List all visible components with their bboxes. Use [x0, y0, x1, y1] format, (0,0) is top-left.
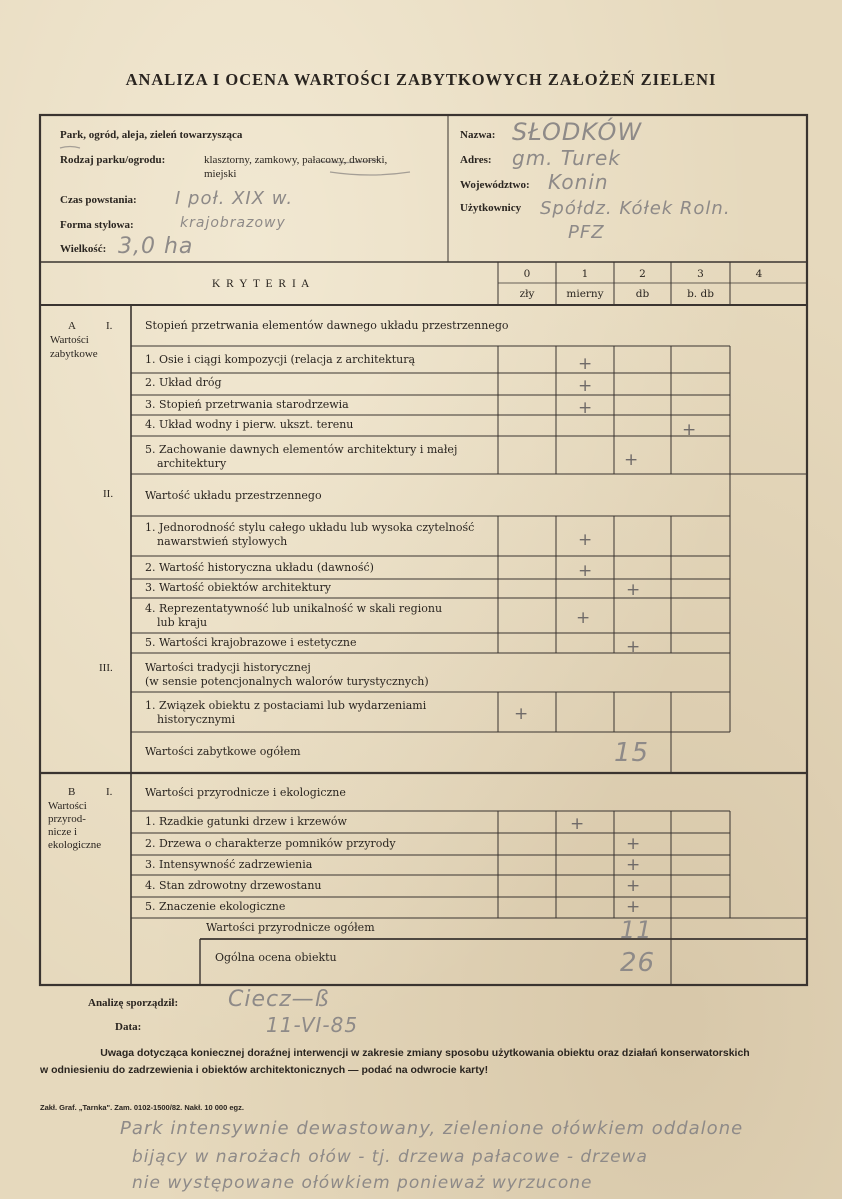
forma-label: Forma stylowa: — [60, 219, 134, 231]
rodzaj-options: klasztorny, zamkowy, pałacowy, dworski, — [204, 154, 388, 166]
section-b-title-2: przyrod- — [48, 813, 86, 825]
total-przyrodnicze: Wartości przyrodnicze ogółem — [206, 921, 375, 934]
mark-zwiazek-zly: + — [514, 704, 529, 724]
row-znaczenie: 5. Znaczenie ekologiczne — [145, 900, 286, 913]
overall-label: Ogólna ocena obiektu — [215, 951, 337, 964]
mark-jednorodnosc-mierny: + — [578, 530, 593, 550]
row-pomniki: 2. Drzewa o charakterze pomników przyrody — [145, 837, 396, 850]
mark-drogi-mierny: + — [578, 376, 593, 396]
row-osie: 1. Osie i ciągi kompozycji (relacja z architekturą — [145, 353, 416, 366]
analize-label: Analizę sporządził: — [88, 997, 179, 1009]
mark-historyczna-mierny: + — [578, 561, 593, 581]
mark-osie-mierny: + — [578, 354, 593, 374]
analize-signature: Ciecz—ß — [228, 987, 330, 1012]
section-b-title: Wartości — [48, 800, 87, 812]
overall-value: 26 — [620, 948, 656, 978]
wielkosc-label: Wielkość: — [60, 243, 107, 255]
czas-label: Czas powstania: — [60, 194, 137, 206]
row-uklad-drog: 2. Układ dróg — [145, 376, 222, 389]
wielkosc-value: 3,0 ha — [118, 234, 194, 259]
total-przyrodnicze-value: 11 — [620, 916, 653, 944]
forma-value: krajobrazowy — [180, 215, 286, 231]
total-zabytkowe: Wartości zabytkowe ogółem — [145, 745, 301, 758]
row-zachowanie-2: architektury — [157, 457, 227, 470]
row-jednorodnosc-2: nawarstwień stylowych — [157, 535, 288, 548]
mark-rzadkie-mierny: + — [570, 814, 585, 834]
mark-starodrzew-mierny: + — [578, 398, 593, 418]
row-zwiazek: 1. Związek obiektu z postaciami lub wydarzeniami — [145, 699, 427, 712]
row-zwiazek-2: historycznymi — [157, 713, 235, 726]
group-stopien: Stopień przetrwania elementów dawnego układu przestrzennego — [145, 319, 509, 332]
mark-obiekty-db: + — [626, 580, 641, 600]
mark-krajobrazowe-db: + — [626, 637, 641, 657]
score-4: 4 — [755, 268, 763, 280]
handwritten-note-1: Park intensywnie dewastowany, zielenione ołówkiem oddalone — [120, 1118, 744, 1139]
adres-value: gm. Turek — [512, 146, 621, 170]
row-starodrzew: 3. Stopień przetrwania starodrzewia — [145, 398, 349, 411]
score-1: 1 — [581, 268, 589, 280]
section-b-title-3: nicze i — [48, 826, 78, 838]
score-label-1: mierny — [566, 288, 604, 300]
mark-wodny-bdb: + — [682, 420, 697, 440]
row-historyczna: 2. Wartość historyczna układu (dawność) — [145, 561, 374, 574]
row-obiekty-arch: 3. Wartość obiektów architektury — [145, 581, 331, 594]
uwaga-line-2: w odniesieniu do zadrzewienia i obiektów architektonicznych — podać na odwrocie karty! — [40, 1064, 489, 1076]
section-b-title-4: ekologiczne — [48, 839, 102, 851]
section-b-roman: I. — [106, 786, 113, 798]
section-a-ii: II. — [103, 488, 114, 500]
total-zabytkowe-value: 15 — [614, 738, 650, 768]
row-rzadkie-gatunki: 1. Rzadkie gatunki drzew i krzewów — [145, 815, 347, 828]
mark-intensywnosc-db: + — [626, 855, 641, 875]
row-reprezentatywnosc-2: lub kraju — [157, 616, 208, 629]
mark-znaczenie-db: + — [626, 897, 641, 917]
row-jednorodnosc: 1. Jednorodność stylu całego układu lub wysoka czytelność — [145, 521, 475, 534]
section-a-title: Wartości — [50, 334, 89, 346]
row-krajobrazowe: 5. Wartości krajobrazowe i estetyczne — [145, 636, 357, 649]
score-label-0: zły — [519, 288, 535, 300]
row-reprezentatywnosc: 4. Reprezentatywność lub unikalność w skali regionu — [145, 602, 443, 615]
czas-value: I poł. XIX w. — [175, 188, 294, 209]
uwaga-line-1: Uwaga dotycząca koniecznej doraźnej interwencji w zakresie zmiany sposobu użytkowania obiektu oraz działań konserwatorskich — [100, 1047, 750, 1059]
handwritten-note-3: nie występowane ołówkiem ponieważ wyrzucone — [132, 1173, 593, 1193]
kryteria-heading: K R Y T E R I A — [212, 278, 311, 290]
score-label-3: b. db — [687, 288, 714, 300]
nazwa-value: SŁODKÓW — [512, 118, 643, 146]
data-value: 11-VI-85 — [266, 1013, 359, 1037]
section-a-code: A — [68, 320, 76, 332]
rodzaj-label: Rodzaj parku/ogrodu: — [60, 154, 166, 166]
group-tradycja-2: (w sensie potencjonalnych walorów turystycznych) — [145, 675, 429, 688]
nazwa-label: Nazwa: — [460, 129, 496, 141]
row-stan-zdrowotny: 4. Stan zdrowotny drzewostanu — [145, 879, 322, 892]
mark-pomniki-db: + — [626, 834, 641, 854]
group-wartosc-ukladu: Wartość układu przestrzennego — [145, 489, 322, 502]
wojewodztwo-value: Konin — [548, 170, 609, 194]
section-b-code: B — [68, 786, 76, 798]
mark-stan-db: + — [626, 876, 641, 896]
section-a-iii: III. — [99, 662, 113, 674]
page-title: ANALIZA I OCENA WARTOŚCI ZABYTKOWYCH ZAŁOŻEŃ ZIELENI — [125, 70, 717, 89]
data-label: Data: — [115, 1021, 142, 1033]
rodzaj-options-2: miejski — [204, 168, 237, 180]
score-label-2: db — [635, 288, 650, 300]
group-tradycja: Wartości tradycji historycznej — [145, 661, 311, 674]
score-3: 3 — [697, 268, 704, 280]
score-2: 2 — [639, 268, 646, 280]
mark-zachowanie-db: + — [624, 450, 639, 470]
row-zachowanie: 5. Zachowanie dawnych elementów architektury i małej — [145, 443, 458, 456]
uzytkownicy-value: Spółdz. Kółek Roln. — [540, 198, 731, 219]
mark-reprezentatywnosc-mierny: + — [576, 608, 591, 628]
handwritten-note-2: bijący w narożach ołów - tj. drzewa pałacowe - drzewa — [132, 1147, 648, 1167]
uzytkownicy-label: Użytkownicy — [460, 202, 522, 214]
park-type-label: Park, ogród, aleja, zieleń towarzysząca — [60, 129, 243, 141]
print-info: Zakł. Graf. „Tarnka". Zam. 0102-1500/82. Nakł. 10 000 egz. — [40, 1103, 244, 1112]
section-a-title-2: zabytkowe — [50, 348, 98, 360]
wojewodztwo-label: Województwo: — [460, 179, 530, 191]
row-intensywnosc: 3. Intensywność zadrzewienia — [145, 858, 313, 871]
uzytkownicy-value-2: PFZ — [568, 222, 605, 243]
group-przyrodnicze: Wartości przyrodnicze i ekologiczne — [145, 786, 346, 799]
row-uklad-wodny: 4. Układ wodny i pierw. ukszt. terenu — [145, 418, 354, 431]
adres-label: Adres: — [460, 154, 492, 166]
section-a-roman: I. — [106, 320, 113, 332]
score-0: 0 — [523, 268, 531, 280]
